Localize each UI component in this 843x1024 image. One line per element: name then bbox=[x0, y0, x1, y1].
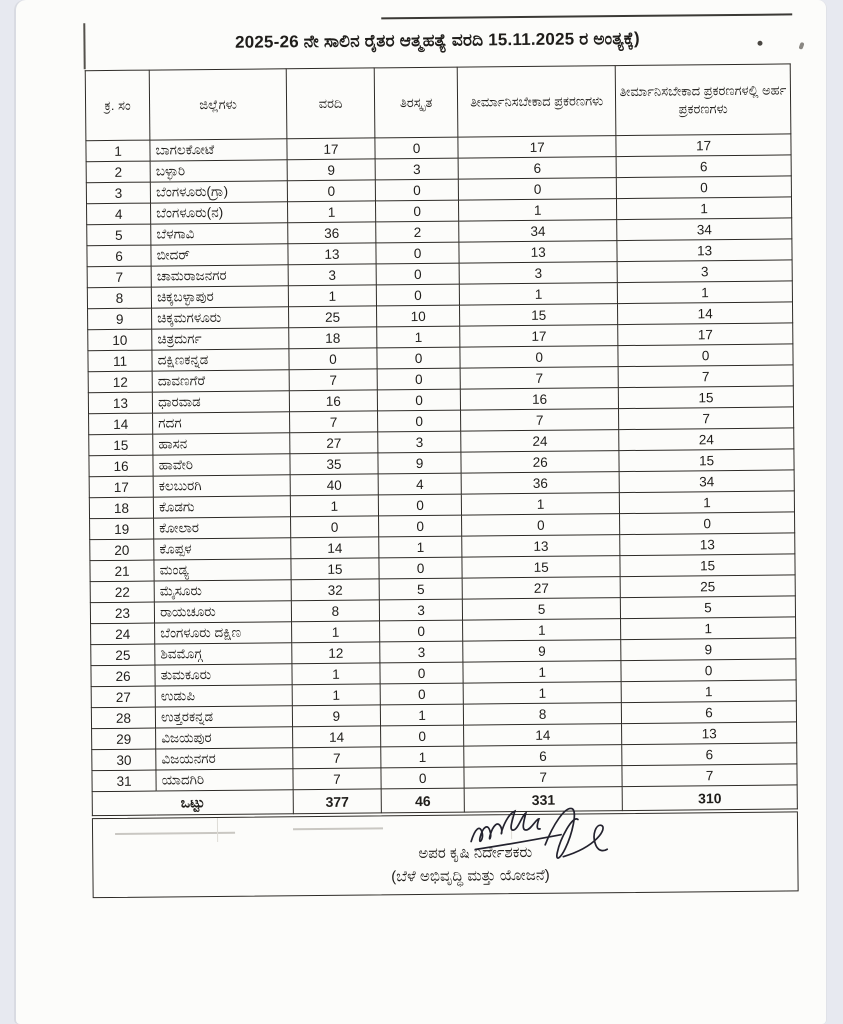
cell-report: 12 bbox=[292, 642, 380, 664]
cell-slno: 21 bbox=[90, 560, 154, 582]
cell-district: ಕೊಪ್ಪಳ bbox=[154, 538, 291, 560]
cell-pending-cases: 7 bbox=[464, 766, 622, 789]
cell-report: 40 bbox=[290, 474, 378, 496]
cell-rejected: 1 bbox=[377, 326, 460, 348]
cell-pending-cases: 13 bbox=[459, 241, 617, 264]
cell-district: ಚಿತ್ರದುರ್ಗ bbox=[152, 328, 289, 350]
cell-eligible-cases: 0 bbox=[618, 344, 793, 367]
cell-district: ಬಳ್ಳಾರಿ bbox=[150, 160, 287, 182]
cell-eligible-cases: 1 bbox=[621, 680, 796, 703]
title-top-rule bbox=[381, 13, 792, 19]
page-title: 2025-26 ನೇ ಸಾಲಿನ ರೈತರ ಆತ್ಮಹತ್ಯೆ ವರದಿ 15.11.2025 ರ ಅಂತ್ಯಕ್ಕೆ) bbox=[234, 28, 640, 52]
cell-pending-cases: 6 bbox=[464, 745, 622, 768]
cell-pending-cases: 1 bbox=[463, 682, 621, 705]
cell-pending-cases: 17 bbox=[458, 136, 616, 159]
cell-slno: 22 bbox=[90, 581, 154, 603]
cell-district: ಚಾಮರಾಜನಗರ bbox=[151, 265, 288, 287]
cell-slno: 6 bbox=[87, 245, 151, 267]
cell-report: 1 bbox=[290, 495, 378, 517]
cell-district: ಶಿವಮೊಗ್ಗ bbox=[155, 643, 292, 665]
cell-district: ಉಡುಪಿ bbox=[155, 685, 292, 707]
cell-report: 7 bbox=[293, 747, 381, 769]
cell-district: ಬೀದರ್ bbox=[151, 244, 288, 266]
report-table bbox=[85, 64, 798, 817]
title-block bbox=[84, 22, 790, 56]
cell-pending-cases: 15 bbox=[462, 556, 620, 579]
cell-rejected: 0 bbox=[376, 200, 459, 222]
cell-pending-cases: 3 bbox=[459, 262, 617, 285]
cell-report: 16 bbox=[289, 390, 377, 412]
cell-slno: 29 bbox=[92, 728, 156, 750]
cell-slno: 11 bbox=[88, 350, 152, 372]
page-content bbox=[10, 0, 833, 1024]
cell-pending-cases: 7 bbox=[460, 367, 618, 390]
cell-slno: 2 bbox=[86, 161, 150, 183]
cell-eligible-cases: 14 bbox=[618, 302, 793, 325]
cell-pending-cases: 36 bbox=[461, 472, 619, 495]
cell-district: ವಿಜಯಪುರ bbox=[156, 727, 293, 749]
cell-report: 7 bbox=[289, 369, 377, 391]
cell-district: ದಾವಣಗೆರೆ bbox=[152, 370, 289, 392]
cell-slno: 20 bbox=[90, 539, 154, 561]
cell-district: ತುಮಕೂರು bbox=[155, 664, 292, 686]
cell-pending-cases: 24 bbox=[461, 430, 619, 453]
cell-pending-cases: 16 bbox=[461, 388, 619, 411]
header-row bbox=[85, 64, 791, 141]
total-pending: 331 bbox=[464, 787, 622, 813]
cell-eligible-cases: 9 bbox=[621, 638, 796, 661]
cell-district: ಗದಗ bbox=[153, 412, 290, 434]
header-district: ಜಿಲ್ಲೆಗಳು bbox=[149, 69, 286, 140]
cell-eligible-cases: 0 bbox=[621, 659, 796, 682]
faint-column-line bbox=[217, 818, 218, 842]
cell-rejected: 0 bbox=[376, 242, 459, 264]
cell-rejected: 0 bbox=[378, 410, 461, 432]
cell-district: ರಾಯಚೂರು bbox=[154, 601, 291, 623]
cell-report: 1 bbox=[288, 285, 376, 307]
cell-slno: 18 bbox=[89, 497, 153, 519]
cell-eligible-cases: 13 bbox=[620, 533, 795, 556]
cell-eligible-cases: 15 bbox=[620, 554, 795, 577]
cell-report: 9 bbox=[292, 705, 380, 727]
cell-district: ಯಾದಗಿರಿ bbox=[156, 769, 293, 791]
header-rejected: ತಿರಸ್ಕೃತ bbox=[374, 67, 458, 138]
cell-rejected: 0 bbox=[377, 347, 460, 369]
cell-rejected: 5 bbox=[379, 578, 462, 600]
cell-slno: 17 bbox=[89, 476, 153, 498]
cell-pending-cases: 1 bbox=[460, 283, 618, 306]
cell-report: 7 bbox=[289, 411, 377, 433]
cell-slno: 15 bbox=[89, 434, 153, 456]
total-eligible: 310 bbox=[622, 785, 797, 811]
cell-slno: 27 bbox=[91, 686, 155, 708]
cell-slno: 8 bbox=[87, 287, 151, 309]
cell-eligible-cases: 1 bbox=[617, 281, 792, 304]
cell-slno: 4 bbox=[87, 203, 151, 225]
ink-dot bbox=[757, 41, 762, 46]
cell-district: ಬಾಗಲಕೋಟೆ bbox=[150, 139, 287, 161]
cell-rejected: 3 bbox=[379, 599, 462, 621]
cell-district: ಹಾವೇರಿ bbox=[153, 454, 290, 476]
cell-district: ಮೈಸೂರು bbox=[154, 580, 291, 602]
cell-eligible-cases: 17 bbox=[616, 134, 791, 157]
cell-eligible-cases: 1 bbox=[619, 491, 794, 514]
cell-pending-cases: 1 bbox=[459, 199, 617, 222]
cell-rejected: 4 bbox=[378, 473, 461, 495]
cell-slno: 28 bbox=[91, 707, 155, 729]
cell-report: 0 bbox=[290, 516, 378, 538]
cell-pending-cases: 5 bbox=[463, 598, 621, 621]
cell-eligible-cases: 7 bbox=[622, 764, 797, 787]
cell-report: 0 bbox=[289, 348, 377, 370]
cell-eligible-cases: 13 bbox=[617, 239, 792, 262]
scanned-page bbox=[14, 0, 827, 1024]
cell-slno: 1 bbox=[86, 140, 150, 162]
cell-slno: 7 bbox=[87, 266, 151, 288]
cell-district: ಬೆಳಗಾವಿ bbox=[151, 223, 288, 245]
cell-pending-cases: 1 bbox=[463, 661, 621, 684]
cell-slno: 19 bbox=[90, 518, 154, 540]
signatory-department: (ಬೆಳೆ ಅಭಿವೃದ್ಧಿ ಮತ್ತು ಯೋಜನೆ) bbox=[391, 866, 550, 886]
cell-slno: 10 bbox=[88, 329, 152, 351]
cell-district: ಉತ್ತರಕನ್ನಡ bbox=[155, 706, 292, 728]
cell-report: 15 bbox=[291, 558, 379, 580]
cell-eligible-cases: 24 bbox=[619, 428, 794, 451]
total-report: 377 bbox=[293, 789, 381, 814]
cell-report: 9 bbox=[287, 159, 375, 181]
cell-pending-cases: 9 bbox=[463, 640, 621, 663]
cell-slno: 12 bbox=[88, 371, 152, 393]
cell-report: 35 bbox=[290, 453, 378, 475]
cell-slno: 9 bbox=[88, 308, 152, 330]
cell-eligible-cases: 5 bbox=[620, 596, 795, 619]
cell-district: ಧಾರವಾಡ bbox=[152, 391, 289, 413]
cell-rejected: 0 bbox=[380, 662, 463, 684]
cell-district: ಚಿಕ್ಕಮಗಳೂರು bbox=[152, 307, 289, 329]
cell-eligible-cases: 15 bbox=[619, 449, 794, 472]
cell-report: 1 bbox=[287, 201, 375, 223]
cell-report: 0 bbox=[287, 180, 375, 202]
cell-district: ಬೆಂಗಳೂರು(ಗ್ರಾ) bbox=[150, 181, 287, 203]
cell-slno: 24 bbox=[91, 623, 155, 645]
cell-pending-cases: 14 bbox=[464, 724, 622, 747]
cell-pending-cases: 15 bbox=[460, 304, 618, 327]
cell-rejected: 0 bbox=[381, 725, 464, 747]
cell-rejected: 1 bbox=[381, 746, 464, 768]
cell-eligible-cases: 6 bbox=[622, 743, 797, 766]
table-body bbox=[86, 134, 797, 792]
signature-box bbox=[92, 812, 799, 899]
cell-pending-cases: 34 bbox=[459, 220, 617, 243]
cell-pending-cases: 1 bbox=[463, 619, 621, 642]
cell-rejected: 3 bbox=[375, 158, 458, 180]
cell-rejected: 1 bbox=[380, 704, 463, 726]
cell-report: 8 bbox=[291, 600, 379, 622]
cell-pending-cases: 8 bbox=[464, 703, 622, 726]
cell-eligible-cases: 3 bbox=[617, 260, 792, 283]
total-label: ಒಟ್ಟು bbox=[92, 790, 293, 816]
cell-district: ಮಂಡ್ಯ bbox=[154, 559, 291, 581]
cell-eligible-cases: 25 bbox=[620, 575, 795, 598]
scan-artifact-mark bbox=[798, 42, 804, 50]
cell-eligible-cases: 0 bbox=[620, 512, 795, 535]
cell-eligible-cases: 6 bbox=[621, 701, 796, 724]
cell-pending-cases: 0 bbox=[462, 514, 620, 537]
cell-report: 17 bbox=[287, 138, 375, 160]
cell-report: 18 bbox=[289, 327, 377, 349]
cell-slno: 3 bbox=[86, 182, 150, 204]
cell-slno: 30 bbox=[92, 749, 156, 771]
cell-report: 36 bbox=[288, 222, 376, 244]
cell-report: 1 bbox=[292, 684, 380, 706]
cell-district: ಕೋಲಾರ bbox=[154, 517, 291, 539]
cell-district: ಕಲಬುರಗಿ bbox=[153, 475, 290, 497]
cell-rejected: 1 bbox=[379, 536, 462, 558]
header-slno: ಕ್ರ. ಸಂ bbox=[85, 70, 150, 141]
cell-eligible-cases: 1 bbox=[621, 617, 796, 640]
cell-rejected: 10 bbox=[377, 305, 460, 327]
cell-rejected: 3 bbox=[380, 641, 463, 663]
cell-report: 3 bbox=[288, 264, 376, 286]
cell-slno: 16 bbox=[89, 455, 153, 477]
cell-district: ಹಾಸನ bbox=[153, 433, 290, 455]
cell-eligible-cases: 17 bbox=[618, 323, 793, 346]
cell-slno: 13 bbox=[88, 392, 152, 414]
cell-slno: 25 bbox=[91, 644, 155, 666]
cell-eligible-cases: 15 bbox=[618, 386, 793, 409]
cell-rejected: 2 bbox=[376, 221, 459, 243]
cell-pending-cases: 17 bbox=[460, 325, 618, 348]
cell-district: ಬೆಂಗಳೂರು ದಕ್ಷಿಣ bbox=[155, 622, 292, 644]
cell-pending-cases: 13 bbox=[462, 535, 620, 558]
cell-eligible-cases: 0 bbox=[616, 176, 791, 199]
cell-eligible-cases: 34 bbox=[619, 470, 794, 493]
cell-rejected: 0 bbox=[380, 620, 463, 642]
cell-pending-cases: 6 bbox=[458, 157, 616, 180]
cell-district: ವಿಜಯನಗರ bbox=[156, 748, 293, 770]
cell-rejected: 0 bbox=[377, 368, 460, 390]
scan-smudge bbox=[293, 828, 383, 831]
cell-report: 27 bbox=[290, 432, 378, 454]
cell-rejected: 0 bbox=[379, 557, 462, 579]
cell-rejected: 0 bbox=[378, 494, 461, 516]
cell-pending-cases: 1 bbox=[462, 493, 620, 516]
cell-slno: 23 bbox=[90, 602, 154, 624]
faint-column-line bbox=[511, 815, 512, 839]
total-rejected: 46 bbox=[381, 788, 464, 813]
signatory-designation: ಅಪರ ಕೃಷಿ ನಿರ್ದೇಶಕರು bbox=[418, 844, 533, 863]
cell-pending-cases: 7 bbox=[461, 409, 619, 432]
cell-pending-cases: 0 bbox=[459, 178, 617, 201]
cell-slno: 5 bbox=[87, 224, 151, 246]
cell-rejected: 0 bbox=[379, 515, 462, 537]
cell-eligible-cases: 6 bbox=[616, 155, 791, 178]
cell-pending-cases: 26 bbox=[461, 451, 619, 474]
cell-report: 1 bbox=[292, 663, 380, 685]
cell-district: ಕೊಡಗು bbox=[153, 496, 290, 518]
cell-rejected: 0 bbox=[380, 683, 463, 705]
cell-rejected: 3 bbox=[378, 431, 461, 453]
cell-district: ಚಿಕ್ಕಬಳ್ಳಾಪುರ bbox=[151, 286, 288, 308]
cell-rejected: 0 bbox=[376, 284, 459, 306]
cell-eligible-cases: 7 bbox=[619, 407, 794, 430]
cell-district: ದಕ್ಷಿಣಕನ್ನಡ bbox=[152, 349, 289, 371]
cell-report: 14 bbox=[292, 726, 380, 748]
cell-pending-cases: 0 bbox=[460, 346, 618, 369]
cell-report: 25 bbox=[288, 306, 376, 328]
cell-district: ಬೆಂಗಳೂರು(ನ) bbox=[151, 202, 288, 224]
cell-report: 13 bbox=[288, 243, 376, 265]
cell-slno: 14 bbox=[89, 413, 153, 435]
cell-eligible-cases: 7 bbox=[618, 365, 793, 388]
cell-report: 7 bbox=[293, 768, 381, 790]
cell-report: 14 bbox=[291, 537, 379, 559]
cell-rejected: 0 bbox=[376, 263, 459, 285]
header-pending-cases: ತೀರ್ಮಾನಿಸಬೇಕಾದ ಪ್ರಕರಣಗಳು bbox=[457, 66, 616, 138]
cell-eligible-cases: 13 bbox=[622, 722, 797, 745]
cell-rejected: 0 bbox=[381, 767, 464, 789]
cell-report: 32 bbox=[291, 579, 379, 601]
cell-rejected: 0 bbox=[377, 389, 460, 411]
cell-eligible-cases: 1 bbox=[617, 197, 792, 220]
cell-pending-cases: 27 bbox=[462, 577, 620, 600]
header-report: ವರದಿ bbox=[286, 68, 375, 139]
cell-slno: 31 bbox=[92, 770, 156, 792]
cell-rejected: 0 bbox=[375, 179, 458, 201]
cell-rejected: 0 bbox=[375, 137, 458, 159]
header-eligible-cases: ತೀರ್ಮಾನಿಸಬೇಕಾದ ಪ್ರಕರಣಗಳಲ್ಲಿ ಅರ್ಹ ಪ್ರಕರಣಗಳು bbox=[615, 64, 791, 136]
cell-report: 1 bbox=[291, 621, 379, 643]
title-left-border-tick bbox=[83, 23, 85, 69]
cell-eligible-cases: 34 bbox=[617, 218, 792, 241]
cell-rejected: 9 bbox=[378, 452, 461, 474]
cell-slno: 26 bbox=[91, 665, 155, 687]
